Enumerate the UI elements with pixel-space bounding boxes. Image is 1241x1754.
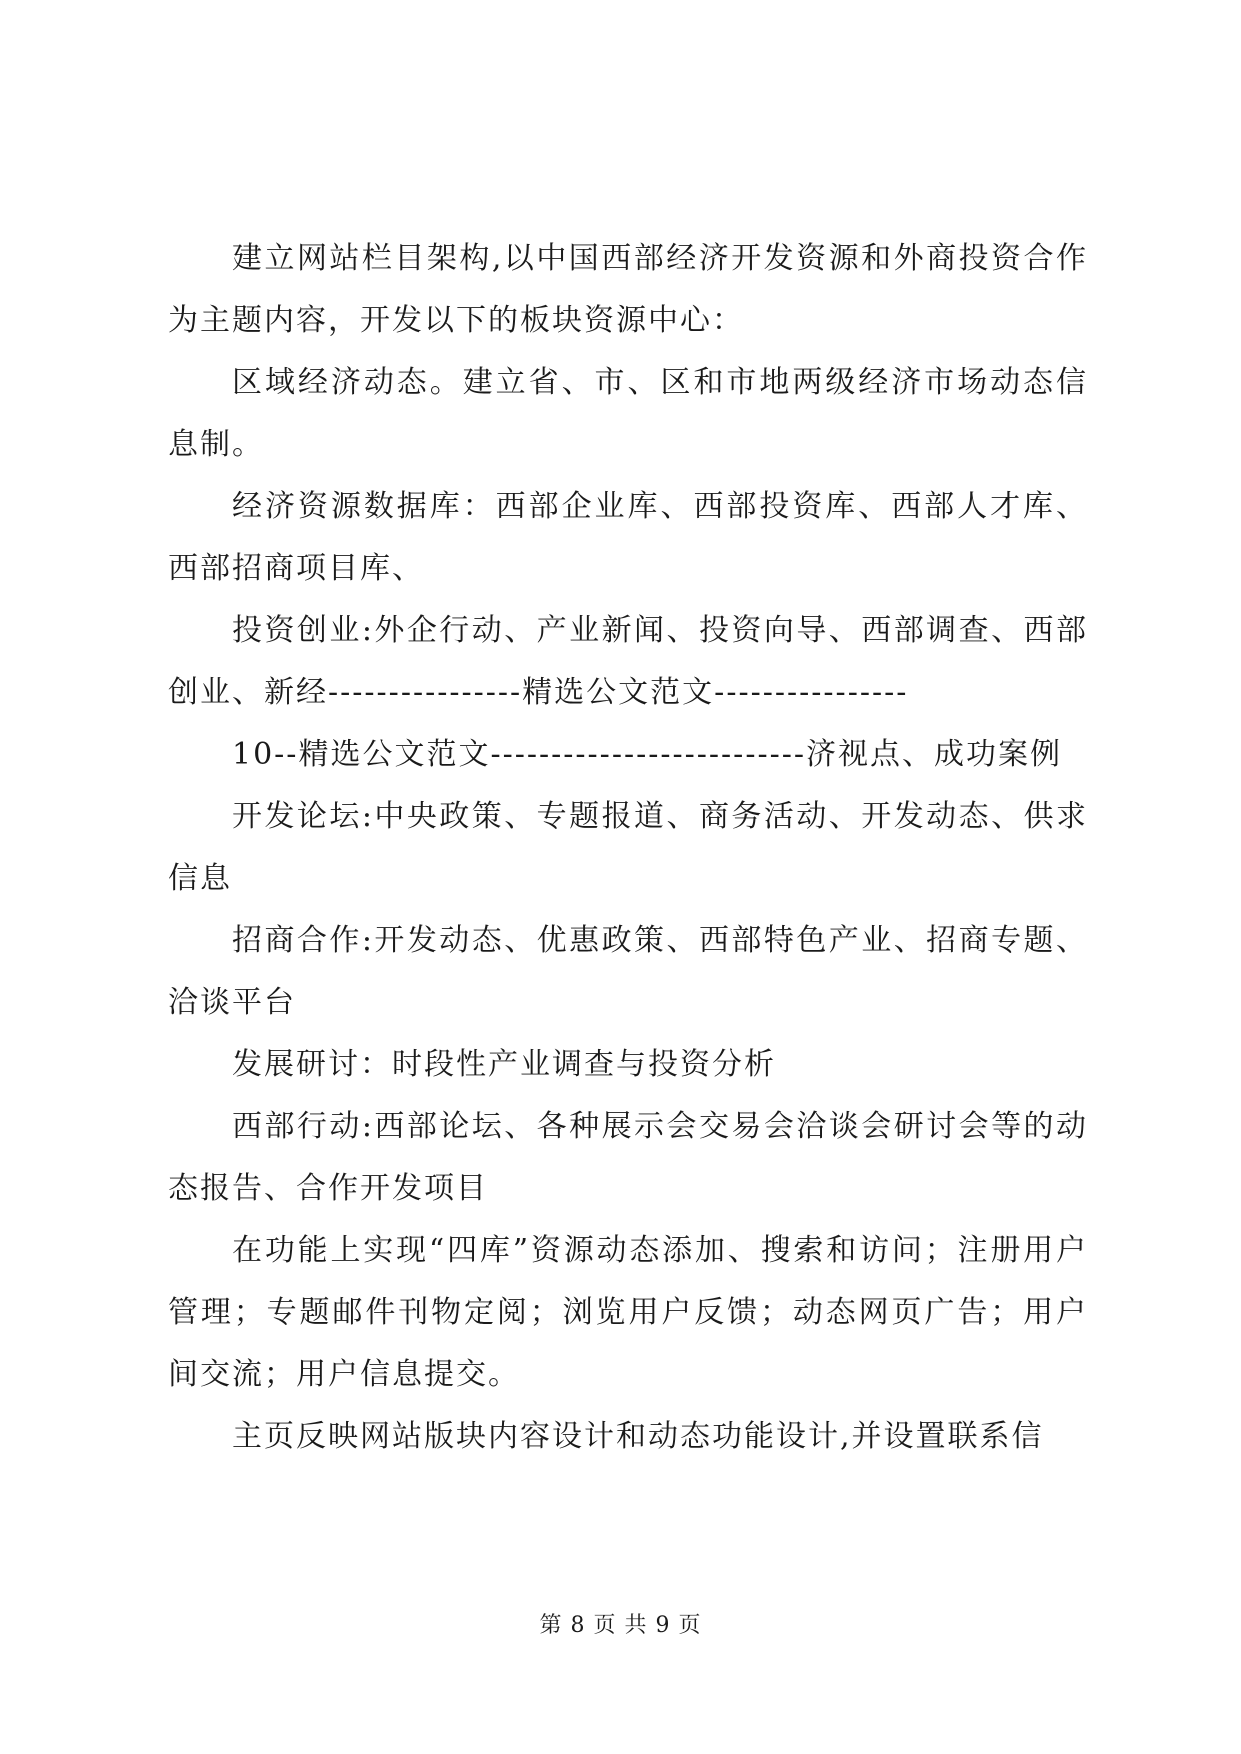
- paragraph-investment-startup: 投资创业:外企行动、产业新闻、投资向导、西部调查、西部创业、新经----------------精选公文范文----------------: [168, 613, 1088, 710]
- paragraph-investment-cooperation: 招商合作:开发动态、优惠政策、西部特色产业、招商专题、洽谈平台: [168, 923, 1088, 1020]
- paragraph-homepage: 主页反映网站版块内容设计和动态功能设计,并设置联系信: [232, 1419, 1044, 1454]
- page-number-footer: 第 8 页 共 9 页: [539, 1613, 702, 1638]
- paragraph-development-forum: 开发论坛:中央政策、专题报道、商务活动、开发动态、供求信息: [168, 799, 1088, 896]
- paragraph-continued-cases: 10--精选公文范文--------------------------济视点、成功案例: [232, 737, 1063, 772]
- paragraph-functions: 在功能上实现“四库”资源动态添加、搜索和访问；注册用户管理；专题邮件刊物定阅；浏览用户反馈；动态网页广告；用户间交流；用户信息提交。: [168, 1233, 1088, 1392]
- document-body: [168, 228, 1088, 1468]
- paragraph-resource-database: 经济资源数据库：西部企业库、西部投资库、西部人才库、西部招商项目库、: [168, 489, 1088, 586]
- paragraph-site-structure: 建立网站栏目架构,以中国西部经济开发资源和外商投资合作为主题内容，开发以下的板块资源中心：: [168, 241, 1088, 338]
- paragraph-west-action: 西部行动:西部论坛、各种展示会交易会洽谈会研讨会等的动态报告、合作开发项目: [168, 1109, 1088, 1206]
- paragraph-regional-economy: 区域经济动态。建立省、市、区和市地两级经济市场动态信息制。: [168, 365, 1088, 462]
- paragraph-development-research: 发展研讨：时段性产业调查与投资分析: [232, 1047, 776, 1082]
